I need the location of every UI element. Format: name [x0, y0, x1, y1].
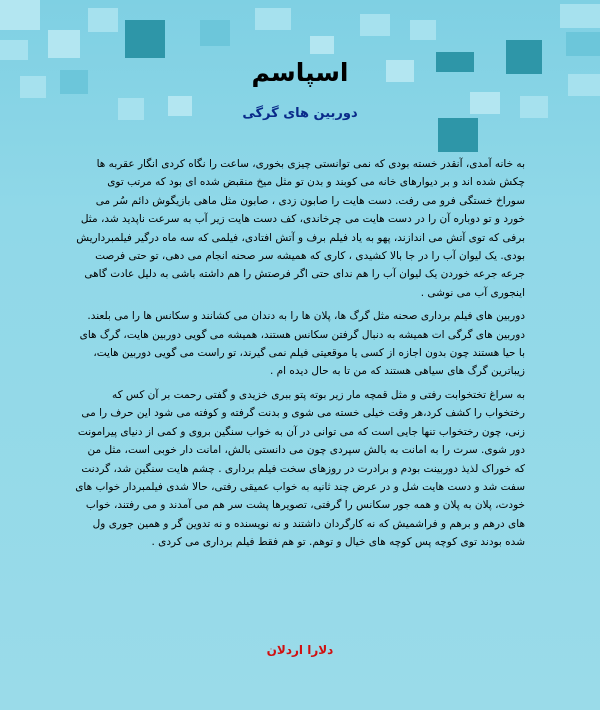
decor-square	[0, 0, 40, 30]
decor-square	[310, 36, 334, 54]
page-subtitle: دوربین های گرگی	[242, 106, 358, 121]
decor-square	[360, 14, 390, 36]
decor-square	[88, 8, 118, 32]
decor-square	[48, 30, 80, 58]
paragraph: دوربین های فیلم برداری صحنه مثل گرگ ها، پلان ها را به دندان می کشانند و سکانس ها را می بلعند. دوربین های گرگی ات همیشه به دنبال گرفتن سکانس هستند، همیشه می گویی دوربین هایت، گرگ های با حیا هستند چون بدون اجازه از کسی یا موقعیتی فیلم نمی گیرند، تو راست می گویی دوربین هایت، زیباترین گرگ های سیاهی هستند که من تا به حال دیده ام .	[79, 310, 525, 378]
decor-square	[125, 20, 165, 58]
decor-square	[0, 40, 28, 60]
decor-square	[410, 20, 436, 40]
decor-square	[200, 20, 230, 46]
decor-square	[438, 118, 478, 152]
decor-square	[255, 8, 291, 30]
author-signature: دلارا اردلان	[266, 643, 334, 657]
article-body	[75, 155, 525, 557]
paragraph: به سراغ تختخوابت رفتی و مثل قمچه مار زیر بوته پتو ببری خزیدی و گفتی رحمت بر آن کس که رختخواب را کشف کرد،هر وقت خیلی خسته می شوی و بدنت گرفته و کوفته می شود این حرف را می زنی، چون رختخواب تنها جایی است که می توانی در آن به خواب سنگین بروی و کمی از دنیای پیرامونت دور شوی. سرت را به امانت به بالش سپردی چون می دانستی بالش، امانت دار خوبی است، مثل من که خوراک لذیذ دوربینت بودم و برادرت در روزهای سخت فیلم برداری . چشم هایت سنگین شد، گردنت سفت شد و دست هایت شل و در عرض چند ثانیه به خواب عمیقی رفتی، حالا شدی فیلمبردار خواب های خودت، پلان به پلان و همه جور سکانس را گرفتی، تصویرها پشت سر هم می آمدند و می رفتند، خواب های درهم و برهم و فراشمیش که نه کارگردان داشتند و نه نویسنده و نه تدوین گر و همین جوری ول شده بودند توی کوچه پس کوچه های خیال و توهم. تو هم فقط فیلم برداری می کردی .	[75, 388, 525, 549]
decor-square	[560, 4, 600, 28]
paragraph: به خانه آمدی، آنقدر خسته بودی که نمی توانستی چیزی بخوری، ساعت را نگاه کردی انگار عقربه ها چکش شده اند و بر دیوارهای خانه می کوبند و بدن تو مثل میخ منقبض شده ای بود که مرتب توی سوراخ خستگی فرو می رفت. دست هایت را صابون زدی ، صابون مثل ماهی بازیگوش دائم سُر می خورد و تو دوباره آن را در دست هایت می چرخاندی، کف دست هایت زیر آب به سرعت ناپدید شد، مثل برفی که توی آتش می اندازند، پهو به یاد فیلم برف و آتش افتادی، فیلمی که سه ماه درگیر فیلمبرداریش بودی. یک لیوان آب را در جا بالا کشیدی ، کاری که همیشه سر صحنه انجام می دهی، تو حتی فرصت جرعه جرعه خوردن یک لیوان آب را هم ندای حتی اگر فرصتش را هم داشته باشی به دلیل عادت گاهی اینجوری آب می نوشی .	[76, 158, 525, 299]
page-title: اسپاسم	[251, 58, 349, 87]
decor-square	[566, 32, 600, 56]
